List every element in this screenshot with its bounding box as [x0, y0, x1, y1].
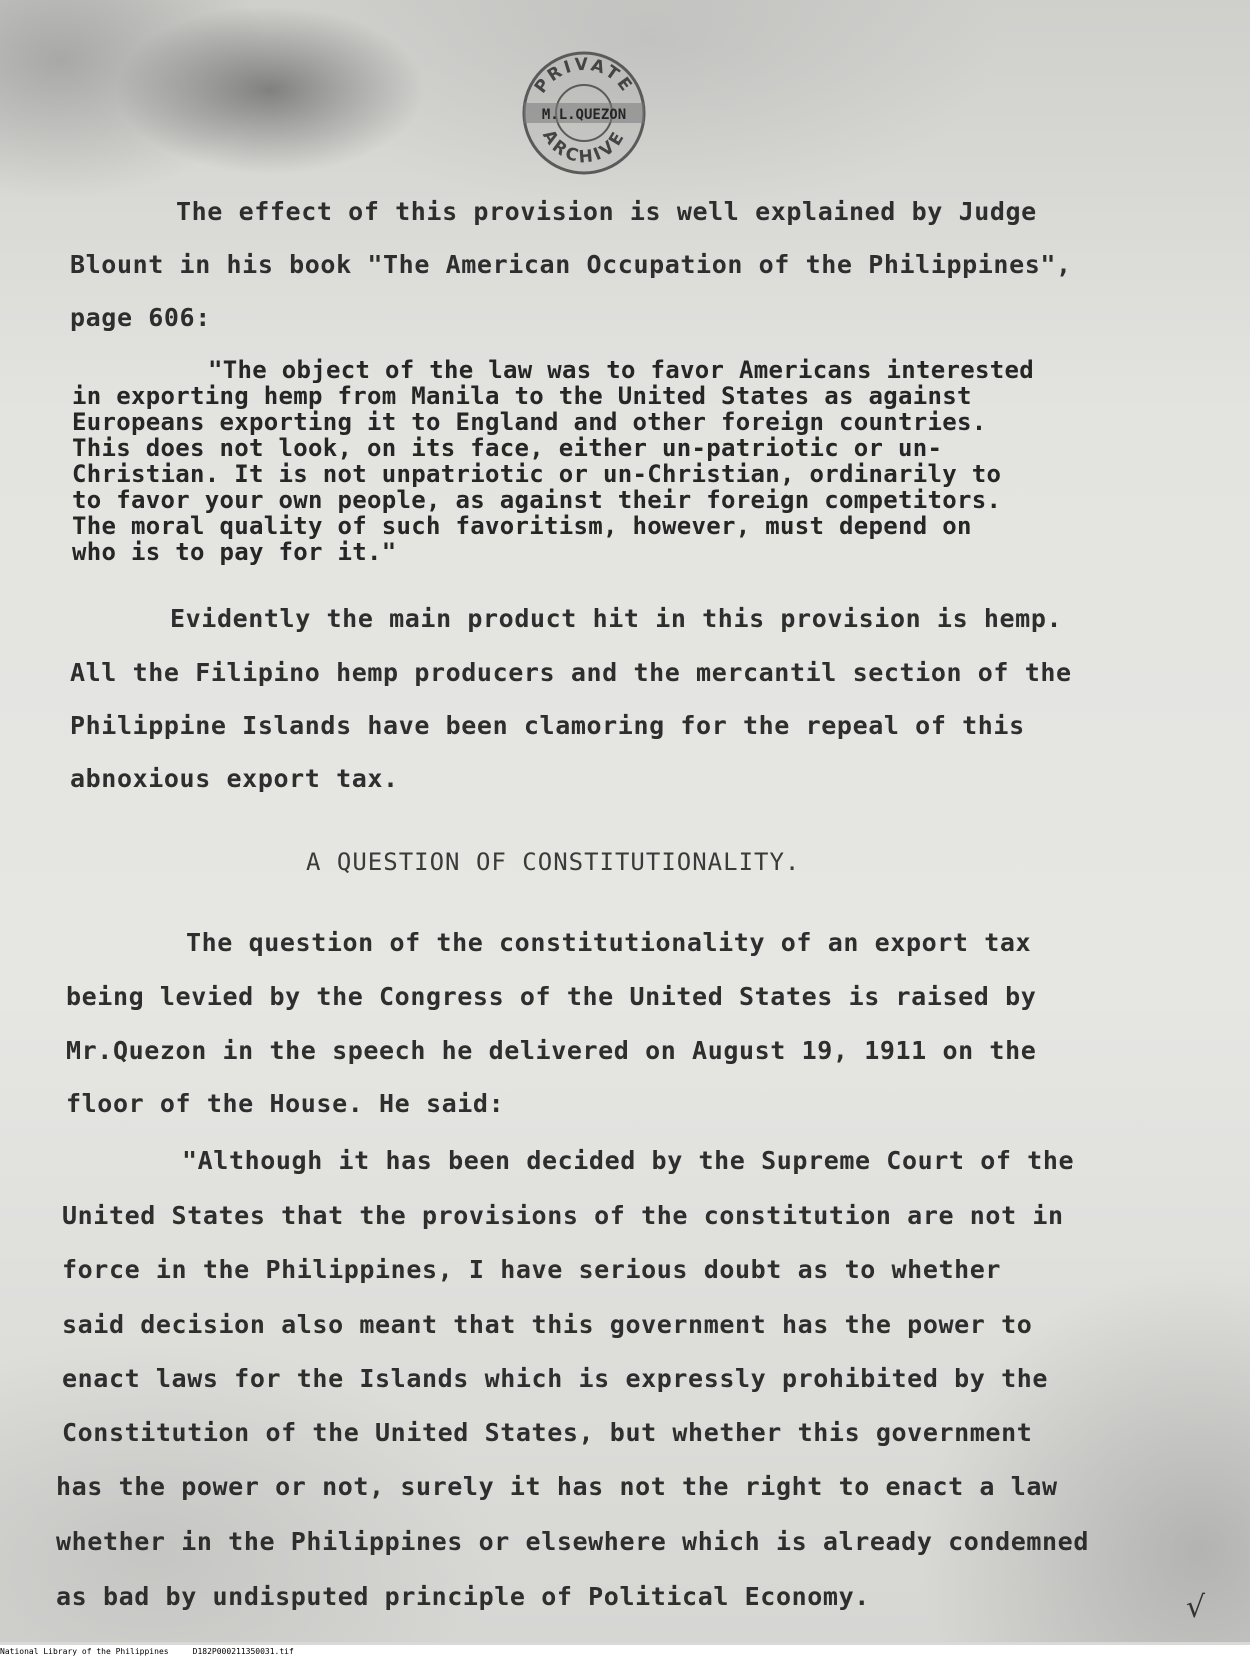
quote1-line: in exporting hemp from Manila to the United States as against	[72, 382, 972, 410]
quote2-line: said decision also meant that this government has the power to	[62, 1310, 1033, 1339]
stamp-center-text: M.L.QUEZON	[541, 107, 627, 123]
quote2-line: has the power or not, surely it has not the right to enact a law	[56, 1472, 1058, 1501]
paragraph2-line: Philippine Islands have been clamoring for the repeal of this	[70, 711, 1025, 740]
paragraph3-line: Mr.Quezon in the speech he delivered on August 19, 1911 on the	[66, 1036, 1037, 1065]
quote1-line: The moral quality of such favoritism, however, must depend on	[72, 512, 972, 540]
stamp-bottom-text: ARCHIVE	[538, 126, 630, 168]
quote2-line: force in the Philippines, I have serious doubt as to whether	[62, 1255, 1002, 1284]
paragraph1-line: page 606:	[70, 303, 211, 332]
paragraph3-line: The question of the constitutionality of an export tax	[186, 928, 1032, 957]
section-heading: A QUESTION OF CONSTITUTIONALITY.	[306, 848, 801, 876]
quote2-line: United States that the provisions of the constitution are not in	[62, 1201, 1064, 1230]
quote2-line: Constitution of the United States, but whether this government	[62, 1418, 1033, 1447]
quote2-line: enact laws for the Islands which is expressly prohibited by the	[62, 1364, 1049, 1393]
archive-stamp-seal	[518, 50, 650, 176]
paragraph1-line: Blount in his book "The American Occupation of the Philippines",	[70, 250, 1072, 279]
paragraph2-line: Evidently the main product hit in this provision is hemp.	[170, 604, 1063, 633]
scan-footer: National Library of the Philippines D182P000211350031.tif	[0, 1645, 1250, 1658]
paragraph3-line: floor of the House. He said:	[66, 1089, 505, 1118]
archive-stamp	[518, 50, 650, 176]
quote1-line: "The object of the law was to favor Americans interested	[208, 356, 1034, 384]
quote1-line: This does not look, on its face, either un-patriotic or un-	[72, 434, 943, 462]
quote2-line: "Although it has been decided by the Supreme Court of the	[182, 1146, 1075, 1175]
margin-check-mark: √	[1186, 1590, 1206, 1625]
paragraph2-line: All the Filipino hemp producers and the mercantil section of the	[70, 658, 1072, 687]
quote1-line: to favor your own people, as against their foreign competitors.	[72, 486, 1002, 514]
quote1-line: Europeans exporting it to England and other foreign countries.	[72, 408, 987, 436]
stamp-top-text: PRIVATE	[530, 54, 638, 98]
paragraph2-line: abnoxious export tax.	[70, 764, 399, 793]
quote2-line: as bad by undisputed principle of Political Economy.	[56, 1582, 870, 1611]
quote2-line: whether in the Philippines or elsewhere which is already condemned	[56, 1527, 1089, 1556]
quote1-line: who is to pay for it."	[72, 538, 397, 566]
quote1-line: Christian. It is not unpatriotic or un-Christian, ordinarily to	[72, 460, 1002, 488]
paragraph1-line: The effect of this provision is well explained by Judge	[176, 197, 1037, 226]
paragraph3-line: being levied by the Congress of the United States is raised by	[66, 982, 1037, 1011]
